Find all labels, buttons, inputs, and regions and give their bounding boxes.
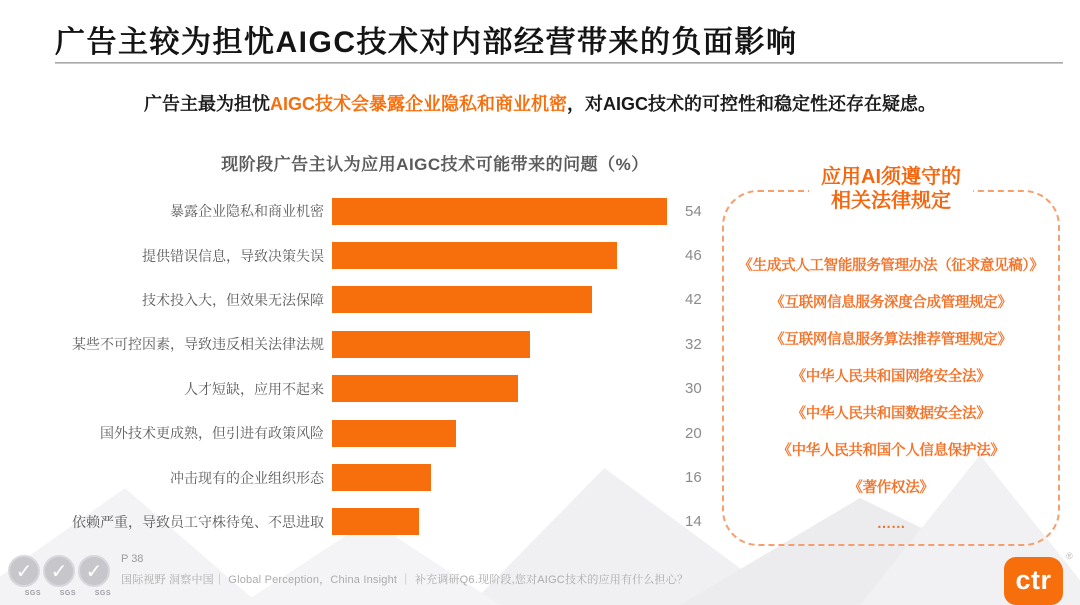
bar [332, 375, 518, 402]
sgs-logo-label: SGS [94, 590, 111, 597]
bar-row [60, 233, 720, 277]
bar-category-label: 人才短缺，应用不起来 [184, 380, 324, 397]
bar-track [332, 464, 676, 491]
bar [332, 464, 431, 491]
law-item: 《互联网信息服务深度合成管理规定》 [770, 295, 1012, 311]
legal-panel-heading-line2: 相关法律规定 [831, 189, 951, 212]
ctr-logo [1004, 557, 1063, 605]
page-number: P 38 [121, 553, 144, 565]
page-title: 广告主较为担忧AIGC技术对内部经营带来的负面影响 [55, 26, 798, 59]
subtitle-prefix: 广告主最为担忧 [144, 94, 270, 114]
bar-category-label: 暴露企业隐私和商业机密 [170, 203, 324, 220]
bar-value-label: 14 [685, 513, 702, 531]
bar-value-label: 42 [685, 291, 702, 309]
law-item: 《中华人民共和国数据安全法》 [791, 406, 991, 422]
bar [332, 286, 592, 313]
bar-row [60, 500, 720, 544]
bar-row [60, 367, 720, 411]
subtitle-highlight: AIGC技术会暴露企业隐私和商业机密 [270, 94, 567, 114]
bar-value-label: 30 [685, 380, 702, 398]
law-item: 《著作权法》 [848, 480, 934, 496]
subtitle [0, 90, 1080, 116]
bar-value-label: 16 [685, 469, 702, 487]
bar-track [332, 508, 676, 535]
legal-panel [722, 166, 1060, 546]
bar-track [332, 331, 676, 358]
sgs-logo-label: SGS [59, 590, 76, 597]
bar-category-label: 提供错误信息，导致决策失误 [142, 247, 324, 264]
bar-track [332, 375, 676, 402]
legal-panel-heading [809, 166, 973, 213]
bar-category-label: 依赖严重，导致员工守株待兔、不思进取 [72, 513, 324, 530]
bar-category-label: 技术投入大，但效果无法保障 [142, 291, 324, 308]
source-text: 国际视野 洞察中国｜ Global Perception，China Insight ｜ 补充调研Q6.现阶段,您对AIGC技术的应用有什么担心？ [121, 574, 689, 586]
bar-category-label: 冲击现有的企业组织形态 [170, 469, 324, 486]
sgs-logo [78, 553, 112, 599]
registered-trademark: ® [1066, 551, 1073, 561]
legal-panel-heading-line1: 应用AI须遵守的 [821, 166, 961, 188]
bar [332, 242, 617, 269]
law-item: 《生成式人工智能服务管理办法（征求意见稿）》 [738, 258, 1044, 274]
sgs-logo-label: SGS [24, 590, 41, 597]
legal-panel-items [724, 246, 1058, 542]
sgs-check-icon: ✓ [8, 555, 40, 587]
law-item: …… [876, 515, 906, 532]
bar-row [60, 278, 720, 322]
sgs-logo [43, 553, 77, 599]
bar-value-label: 32 [685, 335, 702, 353]
bar-track [332, 242, 676, 269]
ctr-logo-text: ctr [1015, 564, 1052, 595]
title-underline [55, 62, 1063, 64]
sgs-logos [8, 553, 113, 599]
bar-chart [60, 189, 720, 544]
bar [332, 508, 419, 535]
chart-title: 现阶段广告主认为应用AIGC技术可能带来的问题（%） [221, 155, 649, 174]
bar-category-label: 某些不可控因素，导致违反相关法律法规 [72, 336, 324, 353]
law-item: 《中华人民共和国网络安全法》 [791, 369, 991, 385]
bar-value-label: 20 [685, 424, 702, 442]
bar [332, 198, 667, 225]
bar-value-label: 46 [685, 247, 702, 265]
bar-track [332, 286, 676, 313]
sgs-check-icon: ✓ [78, 555, 110, 587]
bar-value-label: 54 [685, 202, 702, 220]
bar-row [60, 411, 720, 455]
bar [332, 420, 456, 447]
subtitle-suffix: ，对AIGC技术的可控性和稳定性还存在疑虑。 [567, 94, 936, 114]
sgs-logo [8, 553, 42, 599]
bar-row [60, 455, 720, 499]
bar-track [332, 420, 676, 447]
bar [332, 331, 530, 358]
law-item: 《中华人民共和国个人信息保护法》 [777, 443, 1005, 459]
bar-category-label: 国外技术更成熟，但引进有政策风险 [100, 425, 324, 442]
bar-track [332, 198, 676, 225]
bar-row [60, 189, 720, 233]
bar-row [60, 322, 720, 366]
law-item: 《互联网信息服务算法推荐管理规定》 [770, 332, 1012, 348]
sgs-check-icon: ✓ [43, 555, 75, 587]
